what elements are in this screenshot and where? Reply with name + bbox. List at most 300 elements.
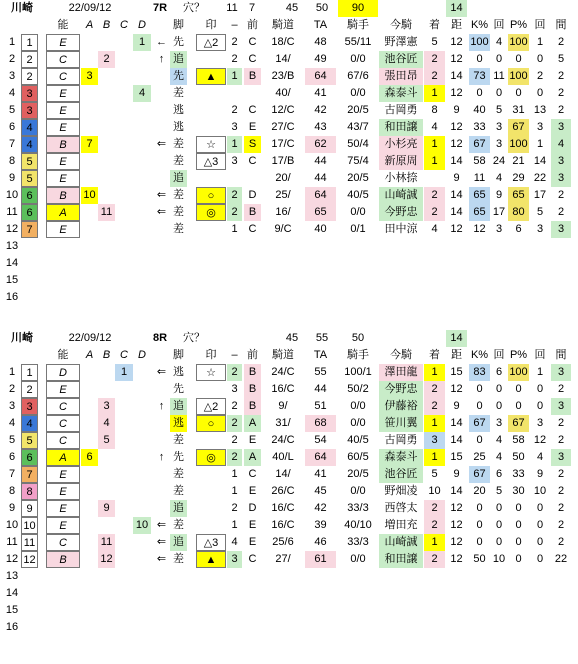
cell-a xyxy=(81,153,98,170)
cell-kp: 40 xyxy=(473,104,486,116)
cell-leg: 先 xyxy=(173,383,184,395)
cell-kp: 0 xyxy=(476,519,483,531)
cell-n: 11 xyxy=(6,206,18,218)
empty-row[interactable] xyxy=(0,255,578,272)
cell-d xyxy=(133,415,151,432)
header-m2[interactable]: – xyxy=(231,349,238,361)
cell-leg: 差 xyxy=(173,553,184,565)
header-d[interactable]: D xyxy=(138,19,146,31)
header-kyo[interactable]: 距 xyxy=(451,19,462,31)
cell-kp: 50 xyxy=(473,553,486,565)
header-r1[interactable]: 回 xyxy=(493,19,505,31)
cell-kp: 33 xyxy=(473,121,486,133)
cell-d: 10 xyxy=(133,517,151,534)
cell-w: 5 xyxy=(21,153,38,170)
cell-pre xyxy=(244,85,261,102)
cell-chaku: 2 xyxy=(424,500,445,517)
cell-kan: 3 xyxy=(551,398,571,415)
cell-m2: 2 xyxy=(227,204,242,221)
top-pick-b: 7 xyxy=(248,2,256,14)
header-ta[interactable]: TA xyxy=(313,19,328,31)
cell-r1: 10 xyxy=(492,553,506,565)
cell-pre: C xyxy=(244,153,261,170)
cell-mark: △2 xyxy=(196,34,226,51)
cell-ta: 41 xyxy=(314,87,327,99)
table-row[interactable] xyxy=(0,153,578,170)
cell-leg: 逃 xyxy=(170,415,187,432)
empty-row[interactable] xyxy=(0,238,578,255)
cell-m2: 3 xyxy=(231,383,238,395)
header-mark[interactable]: 印 xyxy=(205,19,217,31)
cell-n: 10 xyxy=(5,189,19,201)
cell-leg: 差 xyxy=(173,155,184,167)
table-row[interactable] xyxy=(0,170,578,187)
cell-kyo: 14 xyxy=(446,153,467,170)
cell-arr xyxy=(153,102,170,119)
cell-r2: 0 xyxy=(536,519,544,531)
cell-kd: 18/C xyxy=(271,36,295,48)
cell-r1: 0 xyxy=(495,383,503,395)
cell-kp: 11 xyxy=(473,172,486,184)
cell-b xyxy=(98,85,115,102)
cell-n: 3 xyxy=(8,70,16,82)
cell-r2: 0 xyxy=(536,87,544,99)
cell-pp: 67 xyxy=(508,119,529,136)
cell-d xyxy=(133,500,151,517)
header-row xyxy=(0,347,578,364)
empty-row[interactable] xyxy=(0,585,578,602)
cell-kan: 3 xyxy=(551,170,571,187)
cell-m2: 1 xyxy=(231,519,238,531)
cell-nou: B xyxy=(46,187,80,204)
header-ta[interactable]: TA xyxy=(313,349,328,361)
cell-kan: 2 xyxy=(557,519,565,531)
header-kyo[interactable]: 距 xyxy=(451,349,462,361)
table-row[interactable] xyxy=(0,381,578,398)
cell-kd: 26/C xyxy=(271,485,295,497)
cell-pp: 100 xyxy=(508,136,529,153)
cell-mark xyxy=(196,119,226,136)
cell-d xyxy=(133,204,151,221)
cell-ta: 61 xyxy=(305,551,336,568)
header-kan[interactable]: 間 xyxy=(555,349,567,361)
cell-c xyxy=(115,551,133,568)
cell-pre: E xyxy=(244,483,261,500)
cell-m2: 3 xyxy=(231,155,238,167)
cell-kan: 2 xyxy=(557,36,565,48)
cell-pp: 65 xyxy=(508,187,529,204)
cell-nou: B xyxy=(46,136,80,153)
cell-m2: 1 xyxy=(231,485,238,497)
cell-a xyxy=(81,85,98,102)
cell-nou: E xyxy=(46,483,80,500)
cell-kishu: 40/10 xyxy=(344,519,372,531)
cell-leg: 追 xyxy=(170,398,187,415)
cell-n: 12 xyxy=(5,223,19,235)
cell-c xyxy=(115,221,133,238)
cell-a xyxy=(81,221,98,238)
header-kd[interactable]: 騎道 xyxy=(272,349,294,361)
header-kd[interactable]: 騎道 xyxy=(272,19,294,31)
cell-ta: 45 xyxy=(314,485,327,497)
cell-m2: 1 xyxy=(231,223,238,235)
table-row[interactable] xyxy=(0,85,578,102)
cell-kp: 12 xyxy=(473,223,486,235)
cell-kyo: 12 xyxy=(446,34,467,51)
cell-leg: 先 xyxy=(173,36,184,48)
cell-nou: E xyxy=(46,466,80,483)
hole-label: 穴？ xyxy=(183,2,205,14)
cell-pre: C xyxy=(244,34,261,51)
cell-kishu: 0/1 xyxy=(350,223,366,235)
cell-kishu: 20/5 xyxy=(347,104,369,116)
cell-b xyxy=(98,34,115,51)
cell-n: 7 xyxy=(8,138,16,150)
cell-a xyxy=(81,170,98,187)
cell-kd: 20/ xyxy=(275,172,291,184)
cell-m2: 2 xyxy=(227,449,242,466)
cell-pre: S xyxy=(244,136,261,153)
cell-mark: ○ xyxy=(196,415,226,432)
header-b[interactable]: B xyxy=(102,19,111,31)
header-leg[interactable]: 脚 xyxy=(173,349,184,361)
cell-d xyxy=(133,432,151,449)
cell-b xyxy=(98,119,115,136)
table-row[interactable] xyxy=(0,51,578,68)
cell-pp: 0 xyxy=(515,536,522,548)
cell-b: 9 xyxy=(98,500,115,517)
header-a[interactable]: A xyxy=(85,19,94,31)
cell-b: 5 xyxy=(98,432,115,449)
header-kan[interactable]: 間 xyxy=(555,19,567,31)
cell-pp: 0 xyxy=(515,519,522,531)
cell-kyo: 14 xyxy=(446,415,467,432)
cell-mark xyxy=(196,381,226,398)
cell-kan: 5 xyxy=(557,53,565,65)
cell-chaku: 1 xyxy=(424,534,445,551)
cell-kyo: 12 xyxy=(446,381,467,398)
cell-arr xyxy=(153,466,170,483)
header-nou[interactable]: 能 xyxy=(57,19,69,31)
cell-b xyxy=(98,153,115,170)
cell-arr xyxy=(153,119,170,136)
cell-leg: 追 xyxy=(170,170,187,187)
table-row[interactable] xyxy=(0,500,578,517)
cell-a xyxy=(81,398,98,415)
header-row xyxy=(0,17,578,34)
cell-kyo: 12 xyxy=(446,500,467,517)
cell-c xyxy=(115,153,133,170)
header-r2[interactable]: 回 xyxy=(534,19,546,31)
cell-a: 10 xyxy=(81,187,98,204)
header-pp[interactable]: P% xyxy=(509,19,528,31)
cell-pre: A xyxy=(244,415,261,432)
cell-b xyxy=(98,68,115,85)
cell-kan: 2 xyxy=(557,468,565,480)
cell-kp: 100 xyxy=(469,34,490,51)
cell-kishu: 0/0 xyxy=(350,417,366,429)
cell-a xyxy=(81,34,98,51)
cell-m2: 3 xyxy=(227,551,242,568)
empty-row[interactable] xyxy=(0,272,578,289)
cell-kishu: 50/4 xyxy=(347,138,369,150)
cell-r1: 3 xyxy=(495,138,503,150)
table-row[interactable] xyxy=(0,415,578,432)
cell-kd: 16/ xyxy=(275,206,291,218)
header-pre[interactable]: 前 xyxy=(247,349,258,361)
cell-w: 2 xyxy=(21,381,38,398)
cell-pp: 58 xyxy=(512,434,525,446)
cell-b: 2 xyxy=(98,51,115,68)
cell-kyo: 12 xyxy=(446,51,467,68)
cell-a xyxy=(81,415,98,432)
cell-r2: 0 xyxy=(536,553,544,565)
cell-nou: E xyxy=(46,102,80,119)
cell-a: 7 xyxy=(81,136,98,153)
cell-pre: E xyxy=(244,517,261,534)
cell-c xyxy=(115,381,133,398)
cell-kyo: 12 xyxy=(446,551,467,568)
header-kp[interactable]: K% xyxy=(470,19,489,31)
cell-pp: 0 xyxy=(515,383,522,395)
cell-d xyxy=(133,381,151,398)
empty-row[interactable] xyxy=(0,289,578,306)
header-c[interactable]: C xyxy=(120,349,128,361)
header-a[interactable]: A xyxy=(85,349,94,361)
cell-arr: ⇐ xyxy=(156,366,167,378)
header-r1[interactable]: 回 xyxy=(493,349,505,361)
cell-leg: 差 xyxy=(173,87,184,99)
cell-nou: E xyxy=(46,221,80,238)
empty-row[interactable] xyxy=(0,602,578,619)
score-1: 45 xyxy=(285,2,299,14)
table-row[interactable] xyxy=(0,221,578,238)
cell-c xyxy=(115,517,133,534)
cell-a xyxy=(81,466,98,483)
date-label: 22/09/12 xyxy=(68,332,112,344)
header-pre[interactable]: 前 xyxy=(247,19,258,31)
cell-d xyxy=(133,221,151,238)
cell-chaku: 1 xyxy=(424,364,445,381)
header-kishu[interactable]: 騎手 xyxy=(347,349,369,361)
cell-kishu: 55/11 xyxy=(344,36,372,48)
distance-header: 14 xyxy=(446,330,467,347)
cell-m2: 2 xyxy=(227,187,242,204)
table-row[interactable] xyxy=(0,483,578,500)
cell-w: 3 xyxy=(21,398,38,415)
empty-row[interactable] xyxy=(0,619,578,636)
cell-mark xyxy=(196,51,226,68)
cell-r1: 0 xyxy=(495,53,503,65)
table-row[interactable] xyxy=(0,517,578,534)
cell-ima: 池谷匠 xyxy=(379,466,423,483)
header-chaku[interactable]: 着 xyxy=(429,19,440,31)
cell-leg: 差 xyxy=(173,434,184,446)
cell-nou: E xyxy=(46,153,80,170)
cell-c xyxy=(115,204,133,221)
cell-arr xyxy=(153,381,170,398)
cell-a xyxy=(81,432,98,449)
header-mark[interactable]: 印 xyxy=(205,349,217,361)
cell-ima: 小杉亮 xyxy=(379,136,423,153)
cell-a xyxy=(81,51,98,68)
cell-n: 8 xyxy=(8,155,16,167)
cell-kd: 40/ xyxy=(275,87,291,99)
header-d[interactable]: D xyxy=(138,349,146,361)
cell-c xyxy=(115,500,133,517)
cell-c xyxy=(115,68,133,85)
cell-c xyxy=(115,483,133,500)
table-row[interactable] xyxy=(0,204,578,221)
cell-pp: 0 xyxy=(515,87,522,99)
cell-nou: E xyxy=(46,170,80,187)
cell-kp: 0 xyxy=(476,536,483,548)
cell-ta: 51 xyxy=(314,400,327,412)
table-row[interactable] xyxy=(0,432,578,449)
cell-m2 xyxy=(227,85,242,102)
cell-kishu: 33/3 xyxy=(347,536,369,548)
cell-m2: 2 xyxy=(227,415,242,432)
header-leg[interactable]: 脚 xyxy=(173,19,184,31)
cell-r1: 9 xyxy=(495,189,503,201)
header-ima[interactable]: 今騎 xyxy=(390,349,412,361)
table-row[interactable] xyxy=(0,187,578,204)
cell-chaku xyxy=(424,170,445,187)
cell-kd: 14/ xyxy=(275,468,291,480)
cell-kp: 20 xyxy=(473,485,486,497)
cell-kd: 12/C xyxy=(271,104,295,116)
table-row[interactable] xyxy=(0,34,578,51)
cell-kyo: 12 xyxy=(446,534,467,551)
cell-nou: B xyxy=(46,551,80,568)
header-m2[interactable]: – xyxy=(231,19,238,31)
cell-ta: 54 xyxy=(314,434,327,446)
cell-kyo: 12 xyxy=(446,85,467,102)
header-c[interactable]: C xyxy=(120,19,128,31)
cell-a xyxy=(81,500,98,517)
cell-n: 11 xyxy=(6,536,18,548)
cell-b: 11 xyxy=(98,534,115,551)
cell-m2: 1 xyxy=(227,68,242,85)
cell-mark xyxy=(196,102,226,119)
header-nou[interactable]: 能 xyxy=(57,349,69,361)
cell-kishu: 20/5 xyxy=(347,172,369,184)
cell-kyo: 12 xyxy=(446,136,467,153)
cell-kishu: 50/2 xyxy=(347,383,369,395)
header-chaku[interactable]: 着 xyxy=(429,349,440,361)
cell-pp: 0 xyxy=(515,400,522,412)
cell-arr: ⇐ xyxy=(156,536,167,548)
cell-w: 2 xyxy=(21,68,38,85)
cell-kp: 25 xyxy=(473,451,486,463)
cell-w: 6 xyxy=(21,449,38,466)
header-ima[interactable]: 今騎 xyxy=(390,19,412,31)
cell-r2: 13 xyxy=(533,104,547,116)
cell-mark xyxy=(196,170,226,187)
cell-r2: 22 xyxy=(533,172,547,184)
cell-w: 5 xyxy=(21,170,38,187)
cell-n: 10 xyxy=(5,519,19,531)
table-row[interactable] xyxy=(0,551,578,568)
cell-pp: 0 xyxy=(515,502,522,514)
cell-kyo: 9 xyxy=(446,102,467,119)
table-row[interactable] xyxy=(0,466,578,483)
cell-ta: 43 xyxy=(314,121,327,133)
cell-arr xyxy=(153,153,170,170)
cell-nou: C xyxy=(46,415,80,432)
cell-m2: 3 xyxy=(231,121,238,133)
table-row[interactable] xyxy=(0,364,578,381)
cell-ta: 65 xyxy=(305,204,336,221)
header-b[interactable]: B xyxy=(102,349,111,361)
table-row[interactable] xyxy=(0,534,578,551)
cell-m2: 2 xyxy=(227,364,242,381)
cell-mark: ☆ xyxy=(196,364,226,381)
table-row[interactable] xyxy=(0,119,578,136)
cell-kd: 25/6 xyxy=(272,536,294,548)
cell-kp: 0 xyxy=(476,87,483,99)
cell-pp: 30 xyxy=(512,485,525,497)
header-arr[interactable] xyxy=(153,17,170,34)
cell-ta: 64 xyxy=(305,68,336,85)
table-row[interactable] xyxy=(0,136,578,153)
cell-ta: 42 xyxy=(314,502,327,514)
cell-pre: C xyxy=(244,466,261,483)
header-r2[interactable]: 回 xyxy=(534,349,546,361)
cell-a: 6 xyxy=(81,449,98,466)
cell-kyo: 14 xyxy=(446,68,467,85)
cell-ta: 62 xyxy=(305,136,336,153)
cell-c xyxy=(115,51,133,68)
cell-kishu: 0/0 xyxy=(350,553,366,565)
cell-nou: C xyxy=(46,398,80,415)
cell-r1: 11 xyxy=(493,70,505,82)
table-row[interactable] xyxy=(0,449,578,466)
cell-c xyxy=(115,170,133,187)
cell-arr xyxy=(153,85,170,102)
table-row[interactable] xyxy=(0,68,578,85)
cell-r1: 3 xyxy=(495,121,503,133)
header-pp[interactable]: P% xyxy=(509,349,528,361)
cell-kd: 27/C xyxy=(271,121,295,133)
cell-kp: 58 xyxy=(473,155,486,167)
cell-n: 7 xyxy=(8,468,16,480)
table-row[interactable] xyxy=(0,102,578,119)
cell-kan: 3 xyxy=(551,364,571,381)
cell-r2: 0 xyxy=(536,53,544,65)
cell-pp: 100 xyxy=(508,364,529,381)
cell-arr: ↑ xyxy=(158,400,165,412)
cell-d xyxy=(133,187,151,204)
header-arr[interactable] xyxy=(153,347,170,364)
empty-row[interactable] xyxy=(0,568,578,585)
cell-c xyxy=(115,466,133,483)
cell-n: 1 xyxy=(8,36,16,48)
cell-pre: A xyxy=(244,449,261,466)
table-row[interactable] xyxy=(0,398,578,415)
cell-kan: 2 xyxy=(557,485,565,497)
cell-c xyxy=(115,119,133,136)
cell-m2: 2 xyxy=(231,36,238,48)
cell-mark: ◎ xyxy=(196,449,226,466)
cell-r2: 3 xyxy=(536,121,544,133)
header-kp[interactable]: K% xyxy=(470,349,489,361)
cell-kishu: 20/5 xyxy=(347,468,369,480)
cell-kan: 3 xyxy=(551,221,571,238)
header-kishu[interactable]: 騎手 xyxy=(347,19,369,31)
cell-w: 4 xyxy=(21,119,38,136)
cell-leg: 逃 xyxy=(173,104,184,116)
